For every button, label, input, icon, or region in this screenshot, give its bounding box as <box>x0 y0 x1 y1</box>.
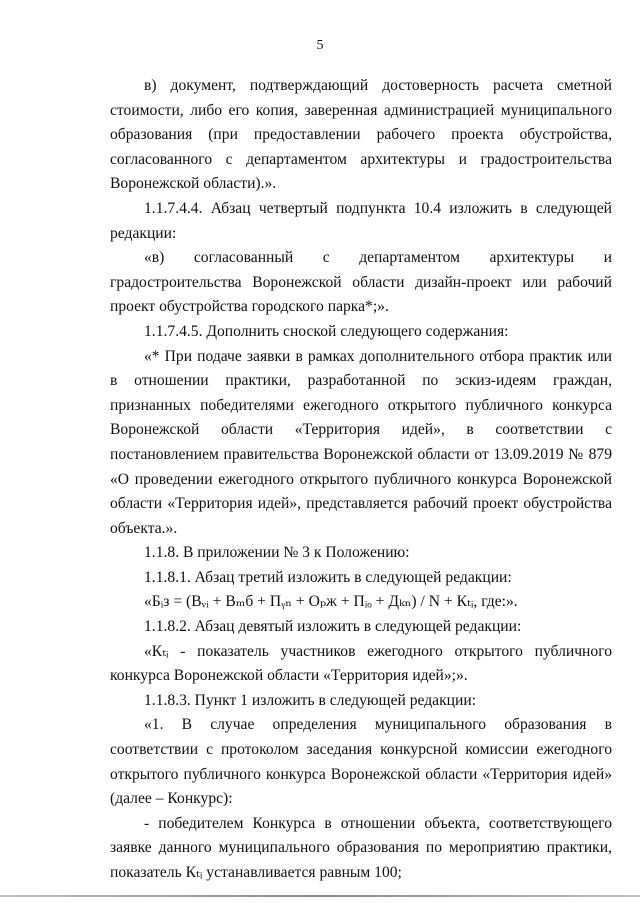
scan-bottom-edge <box>0 895 640 897</box>
paragraph-13: - победителем Конкурса в отношении объекта, соответствующего заявке данного муниципального образования по мероприятию практики, показатель Кₜᵢ устанавливается равным 100; <box>110 814 612 881</box>
paragraph-5: «* При подаче заявки в рамках дополнительного отбора практик или в отношении практики, разработанной по эскиз-идеям граждан, признанных победителями ежегодного открытого публичного конкурса Воронежской области «Территория идей», в соответствии с постановлением правительства Воронежской области от 13.09.2019 № 879 «О проведении ежегодного открытого публичного конкурса Воронежской области «Территория идей», представляется рабочий проект обустройства объекта.». <box>110 347 612 537</box>
paragraph-1: в) документ, подтверждающий достоверность расчета сметной стоимости, либо его копия, заверенная администрацией муниципального образования (при предоставлении рабочего проекта обустройства, согласованного с департаментом архитектуры и градостроительства Воронежской области).». <box>110 77 612 193</box>
paragraph-11: 1.1.8.3. Пункт 1 изложить в следующей редакции: <box>144 691 477 709</box>
formula-paragraph: «Бᵢз = (Вᵥᵢ + Вₘб + Пᵧₙ + Оₚж + Пᵢₒ + Дₖₙ) / N + Кₜᵢ, где:». <box>144 593 518 611</box>
paragraph-3: «в) согласованный с департаментом архитектуры и градостроительства Воронежской области дизайн-проект или рабочий проект обустройства городского парка*;». <box>110 249 612 316</box>
document-body <box>110 74 612 886</box>
paragraph-7: 1.1.8.1. Абзац третий изложить в следующей редакции: <box>144 568 512 586</box>
paragraph-10: «Кₜᵢ - показатель участников ежегодного открытого публичного конкурса Воронежской области «Территория идей»;». <box>110 642 612 685</box>
paragraph-9: 1.1.8.2. Абзац девятый изложить в следующей редакции: <box>144 618 522 636</box>
paragraph-2: 1.1.7.4.4. Абзац четвертый подпункта 10.4 изложить в следующей редакции: <box>110 199 612 242</box>
paragraph-4: 1.1.7.4.5. Дополнить сноской следующего содержания: <box>144 322 509 340</box>
paragraph-6: 1.1.8. В приложении № 3 к Положению: <box>144 544 410 562</box>
page-number: 5 <box>316 38 324 53</box>
paragraph-12: «1. В случае определения муниципального образования в соответствии с протоколом заседания конкурсной комиссии ежегодного открытого публичного конкурса Воронежской области «Территория идей» (далее – Конкурс): <box>110 716 612 808</box>
